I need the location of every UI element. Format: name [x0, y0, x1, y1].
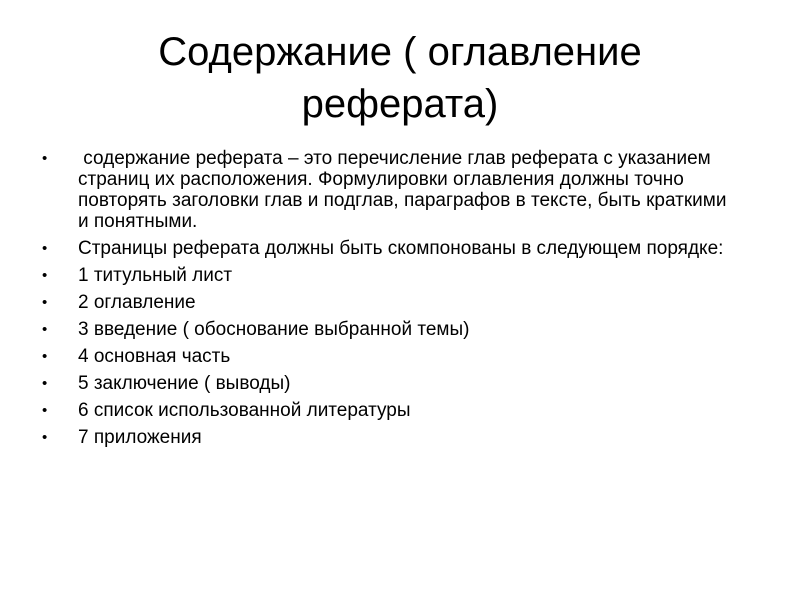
bullet-icon: • [42, 294, 48, 311]
bullet-icon: • [42, 240, 48, 257]
bullet-icon: • [42, 267, 48, 284]
list-item [40, 373, 740, 394]
list-item [40, 346, 740, 367]
list-item-text: 6 список использованной литературы [78, 400, 411, 421]
list-item-text: 5 заключение ( выводы) [78, 373, 291, 394]
list-item [40, 427, 740, 448]
list-item-text: Страницы реферата должны быть скомпонованы в следующем порядке: [78, 238, 724, 259]
list-item [40, 148, 740, 232]
bullet-icon: • [42, 348, 48, 365]
list-item-text: 2 оглавление [78, 292, 196, 313]
bullet-icon: • [42, 402, 48, 419]
list-item [40, 238, 740, 259]
list-item-text: 7 приложения [78, 427, 202, 448]
slide-title: Содержание ( оглавление реферата) [158, 30, 642, 126]
bullet-icon: • [42, 150, 48, 167]
list-item-text: 3 введение ( обоснование выбранной темы) [78, 319, 470, 340]
bullet-list [40, 148, 740, 454]
bullet-icon: • [42, 375, 48, 392]
list-item-text: 1 титульный лист [78, 265, 233, 286]
list-item [40, 292, 740, 313]
list-item [40, 400, 740, 421]
list-item [40, 265, 740, 286]
list-item-text: 4 основная часть [78, 346, 231, 367]
list-item-text: содержание реферата – это перечисление глав реферата с указанием страниц их расположения. Формулировки оглавления должны точно повторять заголовки глав и подглав, параграфов в тексте, быть краткими и понятными. [78, 148, 732, 232]
list-item [40, 319, 740, 340]
bullet-icon: • [42, 429, 48, 446]
bullet-icon: • [42, 321, 48, 338]
